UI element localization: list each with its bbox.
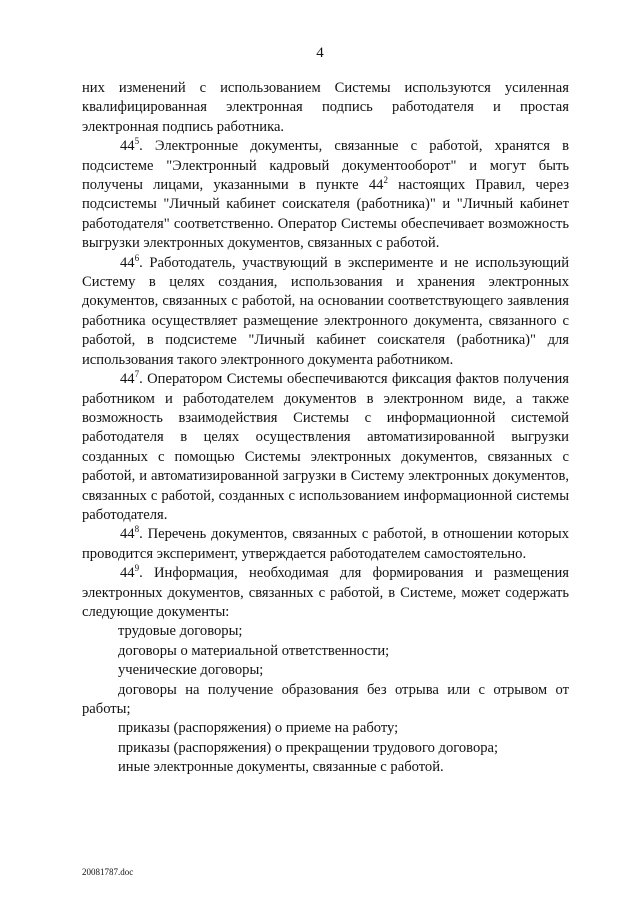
- paragraph-number-superscript: 5: [134, 136, 140, 147]
- paragraph-number: 44: [120, 565, 135, 582]
- paragraph-text: . Перечень документов, связанных с работой, в отношении которых проводится эксперимент, утверждается работодателем самостоятельно.: [82, 526, 569, 562]
- paragraph-44-6: [82, 254, 569, 370]
- paragraph-44-9: [82, 564, 569, 622]
- paragraph-number-superscript: 8: [134, 524, 140, 535]
- page-number: 4: [316, 45, 324, 61]
- paragraph-number-superscript: 6: [134, 252, 140, 263]
- paragraph-text: . Информация, необходимая для формирования и размещения электронных документов, связанных с работой, в Системе, может содержать следующие документы:: [82, 565, 569, 620]
- list-item: договоры на получение образования без отрыва или с отрывом от работы;: [82, 681, 569, 717]
- list-item: иные электронные документы, связанные с работой.: [118, 759, 444, 776]
- paragraph-44-5: [82, 137, 569, 253]
- paragraph-number-superscript: 7: [134, 369, 140, 380]
- paragraph-number-superscript: 9: [134, 563, 140, 574]
- paragraph-number: 44: [120, 371, 135, 388]
- paragraph-number: 44: [120, 138, 135, 155]
- list-item: приказы (распоряжения) о прекращении трудового договора;: [118, 739, 499, 756]
- list-item: приказы (распоряжения) о приеме на работу;: [118, 720, 399, 737]
- paragraph-number: 44: [120, 254, 135, 271]
- paragraph-44-8: [82, 525, 569, 564]
- paragraph-44-7: [82, 370, 569, 525]
- list-item: трудовые договоры;: [118, 623, 243, 640]
- paragraph-text: . Электронные документы, связанные с работой, хранятся в подсистеме "Электронный кадровый документооборот" и могут быть получены лицами, указанными в пункте 44: [82, 138, 569, 194]
- paragraph-text: . Оператором Системы обеспечиваются фиксация фактов получения работником и работодателем документов в электронном виде, а также возможность взаимодействия Системы с информационной системой работодателя в целях осуществления автоматизированной выгрузки созданных с помощью Системы электронных документов, связанных с работой, и автоматизированной загрузки в Систему электронных документов, связанных с работой, созданных с использованием информационной системы работодателя.: [82, 371, 569, 523]
- reference-superscript: 2: [383, 175, 388, 186]
- list-item: договоры о материальной ответственности;: [118, 642, 390, 659]
- opening-paragraph: них изменений с использованием Системы используются усиленная квалифицированная электронная подпись работодателя и простая электронная подпись работника.: [82, 80, 569, 135]
- footer-filename: 20081787.doc: [82, 867, 134, 877]
- document-body: [82, 79, 569, 778]
- paragraph-text: . Работодатель, участвующий в эксперименте и не использующий Систему в целях создания, использования и хранения электронных документов, связанных с работой, на основании соответствующего заявления работника осуществляет размещение электронного документа, связанного с работой, в подсистеме "Личный кабинет соискателя (работника)" для использования такого электронного документа работником.: [82, 254, 569, 368]
- list-item: ученические договоры;: [118, 662, 264, 679]
- paragraph-number: 44: [120, 526, 135, 543]
- paragraph-text-continued: настоящих Правил, через подсистемы "Личный кабинет соискателя (работника)" и "Личный кабинет работодателя" соответственно. Оператор Системы обеспечивает возможность выгрузки электронных документов, связанных с работой.: [82, 177, 569, 252]
